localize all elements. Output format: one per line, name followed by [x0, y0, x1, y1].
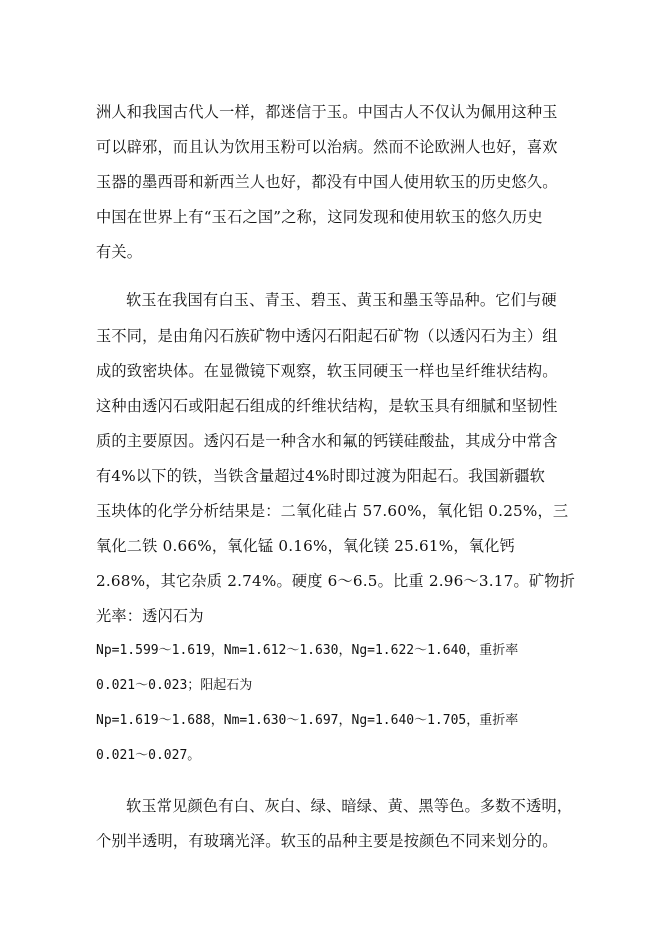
paragraph-2-line-3: 成的致密块体。在显微镜下观察，软玉同硬玉一样也呈纤维状结构。: [96, 362, 558, 380]
paragraph-2-line-14: 0.021～0.027。: [96, 748, 201, 763]
paragraph-3-line-1: 软玉常见颜色有白、灰白、绿、暗绿、黄、黑等色。多数不透明，: [126, 797, 573, 815]
paragraph-1-line-1: 洲人和我国古代人一样，都迷信于玉。中国古人不仅认为佩用这种玉: [96, 103, 558, 121]
paragraph-1-line-2: 可以辟邪，而且认为饮用玉粉可以治病。然而不论欧洲人也好，喜欢: [96, 138, 558, 156]
paragraph-2-line-4: 这种由透闪石或阳起石组成的纤维状结构，是软玉具有细腻和坚韧性: [96, 397, 558, 415]
paragraph-2-line-7: 玉块体的化学分析结果是：二氧化硅占 57.60%，氧化铝 0.25%，三: [96, 502, 569, 520]
paragraph-2-line-8: 氧化二铁 0.66%，氧化锰 0.16%，氧化镁 25.61%，氧化钙: [96, 537, 515, 555]
paragraph-1-line-4: 中国在世界上有“玉石之国”之称，这同发现和使用软玉的悠久历史: [96, 208, 543, 226]
paragraph-2-line-6: 有4%以下的铁，当铁含量超过4%时即过渡为阳起石。我国新疆软: [96, 467, 546, 485]
paragraph-2-line-12: 0.021～0.023；阳起石为: [96, 678, 253, 693]
paragraph-2-line-5: 质的主要原因。透闪石是一种含水和氟的钙镁硅酸盐，其成分中常含: [96, 432, 558, 450]
paragraph-1-line-5: 有关。: [96, 243, 143, 261]
paragraph-1-line-3: 玉器的墨西哥和新西兰人也好，都没有中国人使用软玉的历史悠久。: [96, 173, 558, 191]
paragraph-2-line-9: 2.68%，其它杂质 2.74%。硬度 6～6.5。比重 2.96～3.17。矿物折: [96, 572, 576, 590]
paragraph-3-line-2: 个别半透明，有玻璃光泽。软玉的品种主要是按颜色不同来划分的。: [96, 832, 558, 850]
paragraph-2-line-13: Np=1.619～1.688，Nm=1.630～1.697，Ng=1.640～1.705，重折率: [96, 713, 519, 728]
paragraph-2-line-1: 软玉在我国有白玉、青玉、碧玉、黄玉和墨玉等品种。它们与硬: [126, 291, 557, 309]
paragraph-2-line-2: 玉不同，是由角闪石族矿物中透闪石阳起石矿物（以透闪石为主）组: [96, 327, 558, 345]
paragraph-2-line-11: Np=1.599～1.619，Nm=1.612～1.630，Ng=1.622～1.640，重折率: [96, 643, 519, 658]
paragraph-2-line-10: 光率：透闪石为: [96, 607, 204, 625]
